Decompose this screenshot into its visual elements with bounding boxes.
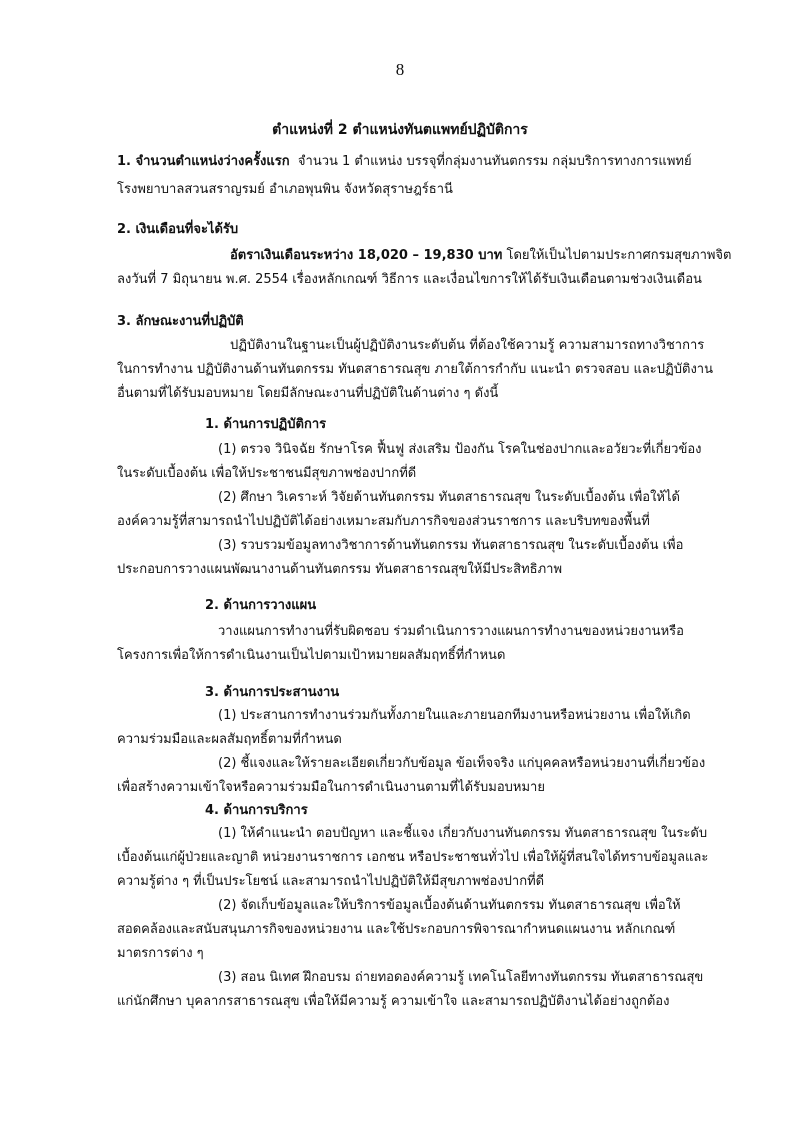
sub4-heading: 4. ด้านการบริการ	[205, 803, 308, 818]
section1-text: จำนวน 1 ตำแหน่ง บรรจุที่กลุ่มงานทันตกรรม กลุ่มบริการทางการแพทย์	[297, 154, 692, 169]
sub4-item1-line1: (1) ให้คำแนะนำ ตอบปัญหา และชี้แจง เกี่ยวกับงานทันตกรรม ทันตสาธารณสุข ในระดับ	[218, 826, 708, 841]
sub1-item1-line2: ในระดับเบื้องต้น เพื่อให้ประชาชนมีสุขภาพช่องปากที่ดี	[117, 466, 417, 481]
page-title: ตำแหน่งที่ 2 ตำแหน่งทันตแพทย์ปฏิบัติการ	[272, 122, 528, 138]
sub4-item2-line3: มาตรการต่าง ๆ	[117, 946, 204, 961]
section3-intro-2: อื่นตามที่ได้รับมอบหมาย โดยมีลักษณะงานที่ปฏิบัติในด้านต่าง ๆ ดังนี้	[117, 386, 499, 401]
sub1-item2-line1: (2) ศึกษา วิเคราะห์ วิจัยด้านทันตกรรม ทันตสาธารณสุข ในระดับเบื้องต้น เพื่อให้ได้	[218, 490, 680, 505]
sub4-item2-line2: สอดคล้องและสนับสนุนภารกิจของหน่วยงาน และใช้ประกอบการพิจารณากำหนดแผนงาน หลักเกณฑ์	[117, 922, 676, 937]
sub4-item3-line2: แก่นักศึกษา บุคลากรสาธารณสุข เพื่อให้มีความรู้ ความเข้าใจ และสามารถปฏิบัติงานได้อย่างถูกต้อง	[117, 994, 670, 1009]
page-number: 8	[395, 60, 405, 79]
sub4-item2-line1: (2) จัดเก็บข้อมูลและให้บริการข้อมูลเบื้องต้นด้านทันตกรรม ทันตสาธารณสุข เพื่อให้	[218, 898, 681, 913]
sub3-item1-line2: ความร่วมมือและผลสัมฤทธิ์ตามที่กำหนด	[117, 732, 342, 747]
section2-line1	[230, 246, 732, 266]
section1-line2: โรงพยาบาลสวนสราญรมย์ อำเภอพุนพิน จังหวัดสุราษฎร์ธานี	[117, 182, 453, 197]
section1-line1	[117, 152, 692, 172]
sub1-item2-line2: องค์ความรู้ที่สามารถนำไปปฏิบัติได้อย่างเหมาะสมกับภารกิจของส่วนราชการ และบริบทของพื้นที่	[117, 514, 650, 529]
sub1-item1-line1: (1) ตรวจ วินิจฉัย รักษาโรค ฟื้นฟู ส่งเสริม ป้องกัน โรคในช่องปากและอวัยวะที่เกี่ยวข้อง	[218, 442, 702, 457]
sub3-item2-line1: (2) ชี้แจงและให้รายละเอียดเกี่ยวกับข้อมูล ข้อเท็จจริง แก่บุคคลหรือหน่วยงานที่เกี่ยวข้อง	[218, 756, 706, 771]
sub3-item2-line2: เพื่อสร้างความเข้าใจหรือความร่วมมือในการดำเนินงานตามที่ได้รับมอบหมาย	[117, 780, 545, 795]
sub4-item1-line3: ความรู้ต่าง ๆ ที่เป็นประโยชน์ และสามารถนำไปปฏิบัติให้มีสุขภาพช่องปากที่ดี	[117, 874, 545, 889]
salary-range: อัตราเงินเดือนระหว่าง 18,020 – 19,830 บาท	[230, 248, 503, 263]
section1-heading: 1. จำนวนตำแหน่งว่างครั้งแรก	[117, 154, 290, 169]
section2-line2: ลงวันที่ 7 มิถุนายน พ.ศ. 2554 เรื่องหลักเกณฑ์ วิธีการ และเงื่อนไขการให้ได้รับเงินเดือนตามช่วงเงินเดือน	[117, 272, 702, 287]
sub3-heading: 3. ด้านการประสานงาน	[205, 685, 340, 700]
sub2-heading: 2. ด้านการวางแผน	[205, 598, 317, 613]
sub1-item3-line1: (3) รวบรวมข้อมูลทางวิชาการด้านทันตกรรม ทันตสาธารณสุข ในระดับเบื้องต้น เพื่อ	[218, 538, 684, 553]
section2-heading: 2. เงินเดือนที่จะได้รับ	[117, 222, 239, 237]
sub1-item3-line2: ประกอบการวางแผนพัฒนางานด้านทันตกรรม ทันตสาธารณสุขให้มีประสิทธิภาพ	[117, 562, 563, 577]
sub3-item1-line1: (1) ประสานการทำงานร่วมกันทั้งภายในและภายนอกทีมงานหรือหน่วยงาน เพื่อให้เกิด	[218, 708, 691, 723]
section3-intro-1: ในการทำงาน ปฏิบัติงานด้านทันตกรรม ทันตสาธารณสุข ภายใต้การกำกับ แนะนำ ตรวจสอบ และปฏิบัติงาน	[117, 362, 713, 377]
sub4-item3-line1: (3) สอน นิเทศ ฝึกอบรม ถ่ายทอดองค์ความรู้ เทคโนโลยีทางทันตกรรม ทันตสาธารณสุข	[218, 970, 704, 985]
sub1-heading: 1. ด้านการปฏิบัติการ	[205, 417, 327, 432]
section3-heading: 3. ลักษณะงานที่ปฏิบัติ	[117, 314, 244, 329]
salary-ref: โดยให้เป็นไปตามประกาศกรมสุขภาพจิต	[506, 248, 732, 263]
sub4-item1-line2: เบื้องต้นแก่ผู้ป่วยและญาติ หน่วยงานราชการ เอกชน หรือประชาชนทั่วไป เพื่อให้ผู้ที่สนใจได้ทราบข้อมูลและ	[117, 850, 709, 865]
section3-intro-0: ปฏิบัติงานในฐานะเป็นผู้ปฏิบัติงานระดับต้น ที่ต้องใช้ความรู้ ความสามารถทางวิชาการ	[230, 338, 705, 353]
sub2-line1: วางแผนการทำงานที่รับผิดชอบ ร่วมดำเนินการวางแผนการทำงานของหน่วยงานหรือ	[218, 624, 684, 639]
sub2-line2: โครงการเพื่อให้การดำเนินงานเป็นไปตามเป้าหมายผลสัมฤทธิ์ที่กำหนด	[117, 648, 506, 663]
